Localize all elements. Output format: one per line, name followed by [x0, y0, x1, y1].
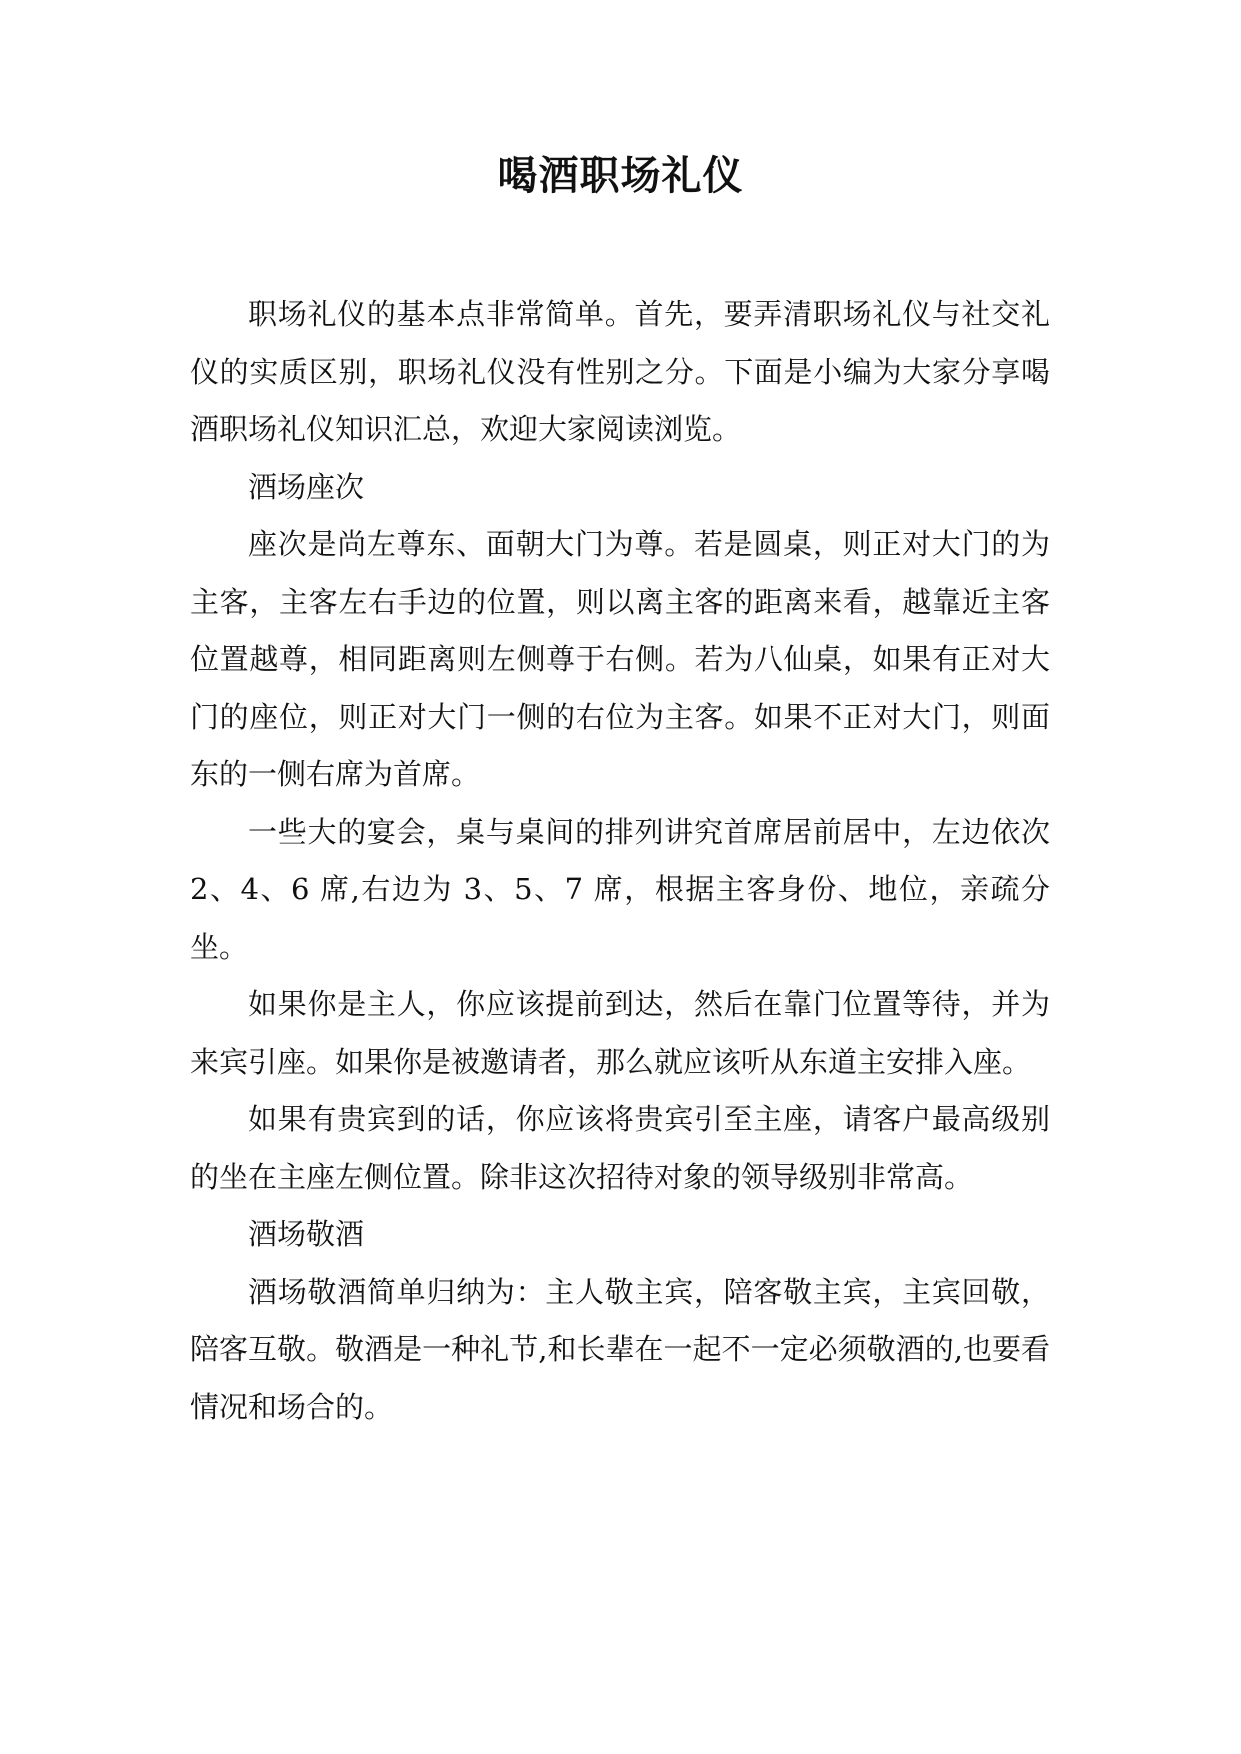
paragraph-intro: 职场礼仪的基本点非常简单。首先，要弄清职场礼仪与社交礼仪的实质区别，职场礼仪没有性别之分。下面是小编为大家分享喝酒职场礼仪知识汇总，欢迎大家阅读浏览。	[190, 297, 1050, 446]
document-body	[190, 286, 1050, 1436]
paragraph-banquet-tables: 一些大的宴会，桌与桌间的排列讲究首席居前居中，左边依次 2、4、6 席,右边为 3、5、7 席，根据主客身份、地位，亲疏分坐。	[190, 814, 1050, 964]
paragraph-vip-guests: 如果有贵宾到的话，你应该将贵宾引至主座，请客户最高级别的坐在主座左侧位置。除非这次招待对象的领导级别非常高。	[190, 1102, 1050, 1194]
page-title: 喝酒职场礼仪	[497, 153, 744, 199]
paragraph-host-duties: 如果你是主人，你应该提前到达，然后在靠门位置等待，并为来宾引座。如果你是被邀请者，那么就应该听从东道主安排入座。	[190, 987, 1050, 1079]
section-heading-seating: 酒场座次	[248, 469, 365, 504]
section-heading-toasting: 酒场敬酒	[248, 1217, 365, 1251]
paragraph-toasting-rules: 酒场敬酒简单归纳为：主人敬主宾，陪客敬主宾，主宾回敬，陪客互敬。敬酒是一种礼节,和长辈在一起不一定必须敬酒的,也要看情况和场合的。	[190, 1274, 1050, 1424]
paragraph-seating-rules: 座次是尚左尊东、面朝大门为尊。若是圆桌，则正对大门的为主客，主客左右手边的位置，则以离主客的距离来看，越靠近主客位置越尊，相同距离则左侧尊于右侧。若为八仙桌，如果有正对大门的座位，则正对大门一侧的右位为主客。如果不正对大门，则面东的一侧右席为首席。	[190, 527, 1050, 791]
